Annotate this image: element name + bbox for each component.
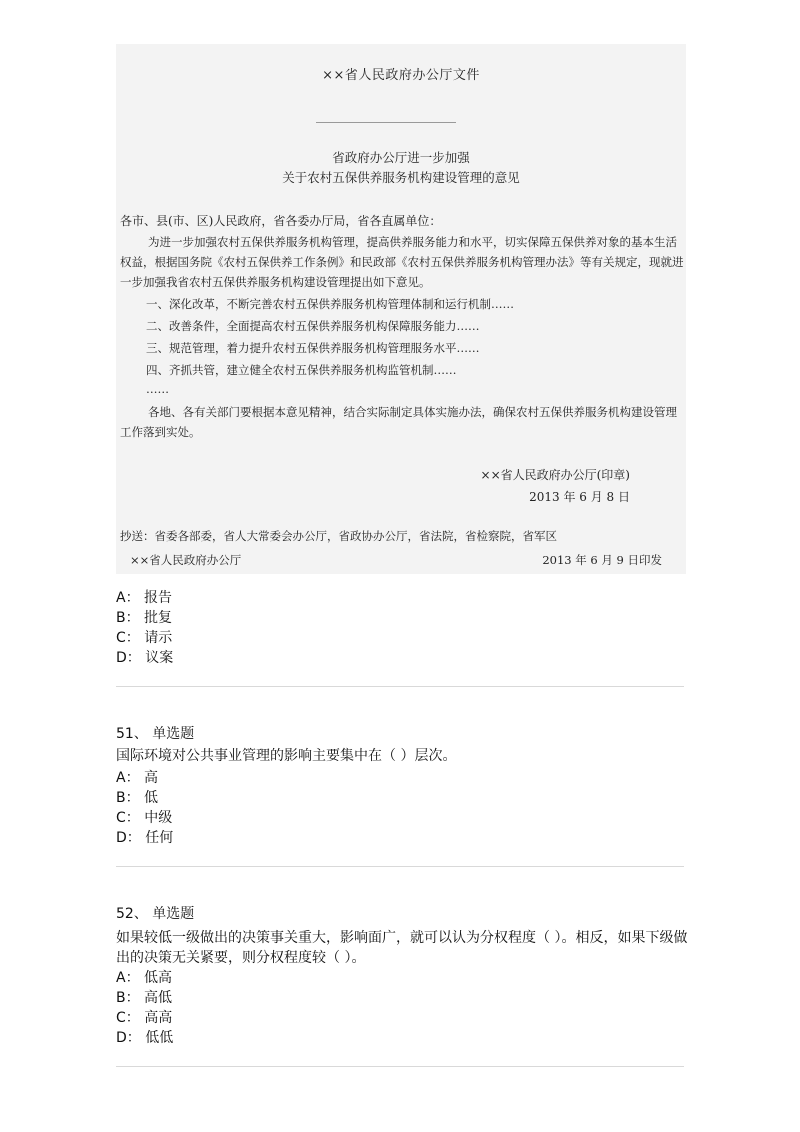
document-addressee: 各市、县(市、区)人民政府，省各委办厅局，省各直属单位： bbox=[120, 214, 442, 228]
document-closing: 各地、各有关部门要根据本意见精神，结合实际制定具体实施办法，确保农村五保供养服务机构建设管理工作落到实处。 bbox=[120, 405, 677, 439]
option-d: D： 低低 bbox=[116, 1030, 174, 1046]
header-rule bbox=[316, 122, 456, 123]
option-c: C： 高高 bbox=[116, 1010, 173, 1026]
option-b: B： 低 bbox=[116, 790, 159, 806]
option-a: A： 低高 bbox=[116, 970, 173, 986]
scanned-document-image bbox=[116, 44, 686, 574]
document-body: 为进一步加强农村五保供养服务机构管理，提高供养服务能力和水平，切实保障五保供养对象的基本生活权益，根据国务院《农村五保供养工作条例》和民政部《农村五保供养服务机构管理办法》等有关规定，现就进一步加强我省农村五保供养服务机构建设管理提出如下意见。 bbox=[120, 235, 684, 289]
document-item: 三、规范管理，着力提升农村五保供养服务机构管理服务水平…… bbox=[146, 341, 480, 355]
question-divider bbox=[116, 686, 684, 687]
question-text: 国际环境对公共事业管理的影响主要集中在（ ）层次。 bbox=[116, 748, 457, 764]
document-issue-date: 2013 年 6 月 8 日 bbox=[529, 490, 630, 504]
document-office: ××省人民政府办公厅 bbox=[130, 553, 242, 567]
option-c: C： 中级 bbox=[116, 810, 173, 826]
document-subtitle-line2: 关于农村五保供养服务机构建设管理的意见 bbox=[282, 170, 520, 185]
document-item: 二、改善条件，全面提高农村五保供养服务机构保障服务能力…… bbox=[146, 319, 480, 333]
document-header: ××省人民政府办公厅文件 bbox=[322, 68, 480, 83]
option-b: B： 批复 bbox=[116, 610, 173, 626]
document-issuer: ××省人民政府办公厅(印章) bbox=[480, 468, 630, 482]
document-cc: 抄送：省委各部委，省人大常委会办公厅，省政协办公厅，省法院，省检察院，省军区 bbox=[120, 529, 557, 543]
document-item: 四、齐抓共管，建立健全农村五保供养服务机构监管机制…… bbox=[146, 363, 457, 377]
document-item: …… bbox=[146, 382, 169, 396]
option-b: B： 高低 bbox=[116, 990, 173, 1006]
document-subtitle-line1: 省政府办公厅进一步加强 bbox=[332, 150, 470, 165]
document-item: 一、深化改革，不断完善农村五保供养服务机构管理体制和运行机制…… bbox=[146, 297, 514, 311]
document-print-date: 2013 年 6 月 9 日印发 bbox=[542, 553, 662, 567]
question-header: 52、 单选题 bbox=[116, 906, 195, 922]
question-divider bbox=[116, 866, 684, 867]
question-header: 51、 单选题 bbox=[116, 726, 195, 742]
question-divider bbox=[116, 1066, 684, 1067]
option-d: D： 任何 bbox=[116, 830, 174, 846]
option-a: A： 报告 bbox=[116, 590, 173, 606]
option-a: A： 高 bbox=[116, 770, 159, 786]
option-c: C： 请示 bbox=[116, 630, 173, 646]
question-text: 如果较低一级做出的决策事关重大，影响面广，就可以认为分权程度（ ）。相反，如果下级做出的决策无关紧要，则分权程度较（ ）。 bbox=[116, 930, 688, 966]
option-d: D： 议案 bbox=[116, 650, 174, 666]
